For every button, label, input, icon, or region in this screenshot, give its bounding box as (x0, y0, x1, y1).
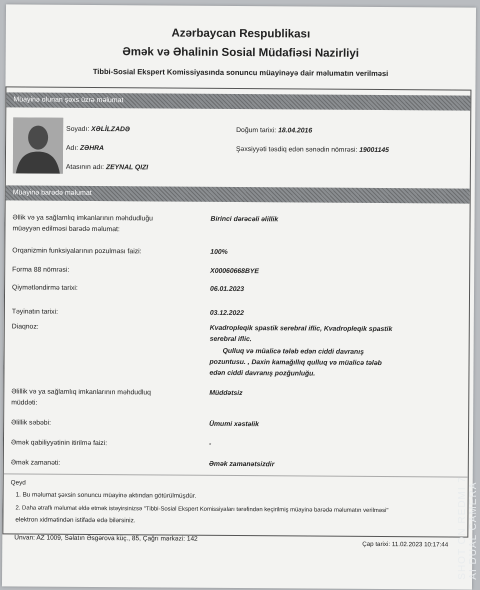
camera-watermark-line-2: AI DUAL CAMERA (468, 481, 479, 580)
surname-value: XƏLİLZADƏ (91, 125, 131, 134)
assign-label: Təyinatın tarixi: (11, 308, 59, 316)
assign-value: 03.12.2022 (209, 309, 244, 318)
camera-watermark-line-1: SHOT ON REDMI 7 (457, 476, 468, 580)
footer-print-date: Çap tarixi: 11.02.2023 10:17:44 (362, 540, 449, 549)
diagnosis-line-5: edən ciddi davranış pozğunluğu. (209, 369, 316, 378)
ministry-title: Əmək və Əhalinin Sosial Müdafiəsi Nazirliyi (122, 46, 360, 60)
form-value: X00060668BYE (210, 267, 259, 276)
work-label: Əmək qabiliyyətinin itirilmə faizi: (10, 439, 108, 448)
form-frame (2, 86, 471, 537)
diagnosis-line-2: serebral iflic. (209, 335, 252, 344)
eval-label: Qiymətləndirmə tarixi: (12, 284, 78, 292)
footer-address: Ünvan: AZ 1009, Səlatın Əsgərova küç., 85, Çağrı mərkəzi: 142 (14, 534, 198, 543)
form-label: Forma 88 nömrəsi: (12, 266, 70, 274)
notes-divider (4, 473, 468, 477)
id-value: 19001145 (359, 146, 389, 155)
name-value: ZƏHRA (79, 144, 105, 153)
document-sheet (2, 4, 476, 589)
reason-value: Ümumi xəstəlik (209, 420, 260, 429)
document-subtitle: Tibbi-Sosial Ekspert Komissiyasında sonuncu müayinəyə dair məlumatın verilməsi (92, 66, 389, 79)
patronymic-row: Atasının adı: ZEYNAL QIZI (65, 163, 149, 172)
work-value: - (208, 440, 212, 448)
disability-label-1: Əllik və ya sağlamlıq imkanlarının məhdudluğu (12, 214, 153, 223)
loss-value: 100% (210, 248, 228, 256)
disability-value: Birinci dərəcəli əlillik (210, 215, 279, 224)
diagnosis-line-1: Kvadropleqik spastik serebral iflic, Kvadropleqik spastik (209, 324, 393, 334)
diagnosis-line-4: pozuntusu. , Daxin kamağıllıq qulluq və müalicə tələb (209, 358, 382, 367)
camera-watermark (457, 476, 479, 580)
surname-row: Soyadı: XƏLİLZADƏ (66, 125, 131, 134)
birth-row: Doğum tarixi: 18.04.2016 (236, 126, 313, 135)
patronymic-value: ZEYNAL QIZI (105, 164, 149, 172)
republic-title: Azərbaycan Respublikası (171, 27, 311, 41)
birth-value: 18.04.2016 (278, 127, 313, 135)
person-photo-icon (13, 117, 63, 173)
notes-title: Qeyd (10, 479, 26, 487)
note-2b: elektron xidmətindən istifadə edə bilərsiniz. (15, 516, 136, 525)
term-label-2: müddəti: (11, 399, 38, 407)
disability-label-2: müəyyən edilməsi barədə məlumat: (12, 225, 120, 234)
diagnosis-line-3: Qulluq və müalicə tələb edən ciddi davranış (222, 347, 364, 356)
note-1: 1. Bu məlumat şəxsin sonuncu müayinə aktından götürülmüşdür. (15, 491, 197, 500)
id-row: Şəxsiyyəti təsdiq edən sənədin nömrəsi: 19001145 (236, 145, 389, 155)
exam-section-bar: Müayinə barədə məlumat (6, 185, 470, 203)
term-label-1: Əlillik və ya sağlamlıq imkanlarının məhdudluq (11, 388, 151, 397)
note-2a: 2. Daha ətraflı məlumat əldə etmək istəyirsinizsə "Tibbi-Sosial Ekspert Komissiyaları tərəfindən keçirilmiş müayinə barədə məlumatın verilməsi" (15, 505, 389, 515)
labor-value: Əmək zamanətsizdir (208, 460, 275, 469)
term-value: Müddətsiz (209, 389, 243, 398)
labor-label: Əmək zamanəti: (10, 459, 61, 467)
person-photo (13, 117, 63, 173)
person-section-bar: Müayinə olunan şəxs üzrə məlumat (6, 92, 470, 110)
loss-label: Orqanizmin funksiyalarının pozulması faizi: (12, 247, 142, 256)
name-row: Adı: ZƏHRA (66, 144, 105, 153)
eval-value: 06.01.2023 (210, 285, 245, 294)
diagnosis-label: Diaqnoz: (11, 323, 39, 331)
reason-label: Əlillik səbəbi: (11, 419, 52, 427)
